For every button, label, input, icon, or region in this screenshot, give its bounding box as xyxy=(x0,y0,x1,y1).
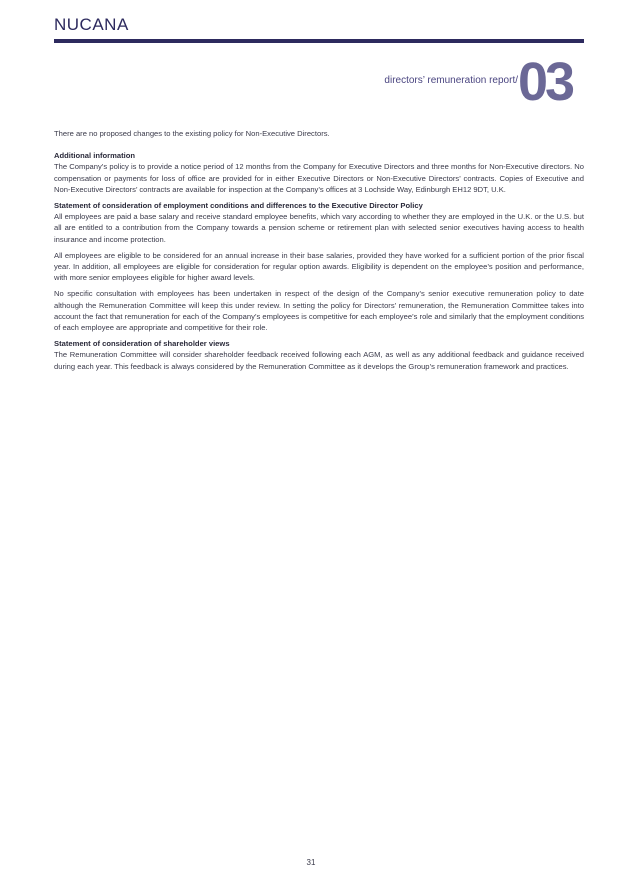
section-number: 03 xyxy=(518,52,573,112)
header-rule xyxy=(54,39,584,43)
paragraph: The Company’s policy is to provide a notice period of 12 months from the Company for Executive Directors and three months for Non-Executive directors. No compensation or payments for loss of office are provided for in either Executive Directors or Non-Executive Directors’ contracts. Copies of Executive and Non-Executive Directors’ contracts are available for inspection at the Company’s offices at 3 Lochside Way, Edinburgh EH12 9DT, U.K. xyxy=(54,162,584,194)
section-heading: Statement of consideration of shareholder views xyxy=(54,339,230,349)
page-number: 31 xyxy=(306,858,316,867)
document-body xyxy=(54,128,584,377)
logo-text: NUCANA xyxy=(54,15,129,34)
paragraph: The Remuneration Committee will consider shareholder feedback received following each AGM, as well as any additional feedback and guidance received during each year. This feedback is always considered by the Remuneration Committee as it develops the Group’s remuneration framework and practices. xyxy=(54,350,584,371)
section-shareholder-views xyxy=(54,338,584,372)
paragraph: All employees are eligible to be considered for an annual increase in their base salaries, provided they have worked for a sufficient portion of the prior fiscal year. In addition, all employees are eligible for consideration for regular option awards. Eligibility is dependent on the employee’s position and performance, with more senior employees eligible for higher award levels. xyxy=(54,250,584,283)
section-additional-information xyxy=(54,150,584,195)
section-heading: Additional information xyxy=(54,151,135,161)
paragraph: All employees are paid a base salary and receive standard employee benefits, which vary according to whether they are employed in the U.K. or the U.S. but all are entitled to a contribution from the Company towards a pension scheme or retirement plan with selected senior executives having access to health insurance and income protection. xyxy=(54,212,584,244)
section-label: directors’ remuneration report/ xyxy=(384,75,518,86)
paragraph: No specific consultation with employees has been undertaken in respect of the design of the Company’s senior executive remuneration policy to date although the Remuneration Committee will keep this under review. In setting the policy for Directors’ remuneration, the Remuneration Committee takes into account the fact that remuneration for each of the Company’s employees is competitive for each employee’s role and similarly that the employment conditions of each employee are appropriate and competitive for their role. xyxy=(54,289,584,333)
section-employment-conditions xyxy=(54,200,584,333)
company-logo xyxy=(54,15,129,35)
intro-paragraph: There are no proposed changes to the existing policy for Non-Executive Directors. xyxy=(54,129,330,138)
section-heading: Statement of consideration of employment conditions and differences to the Executive Director Policy xyxy=(54,201,423,211)
